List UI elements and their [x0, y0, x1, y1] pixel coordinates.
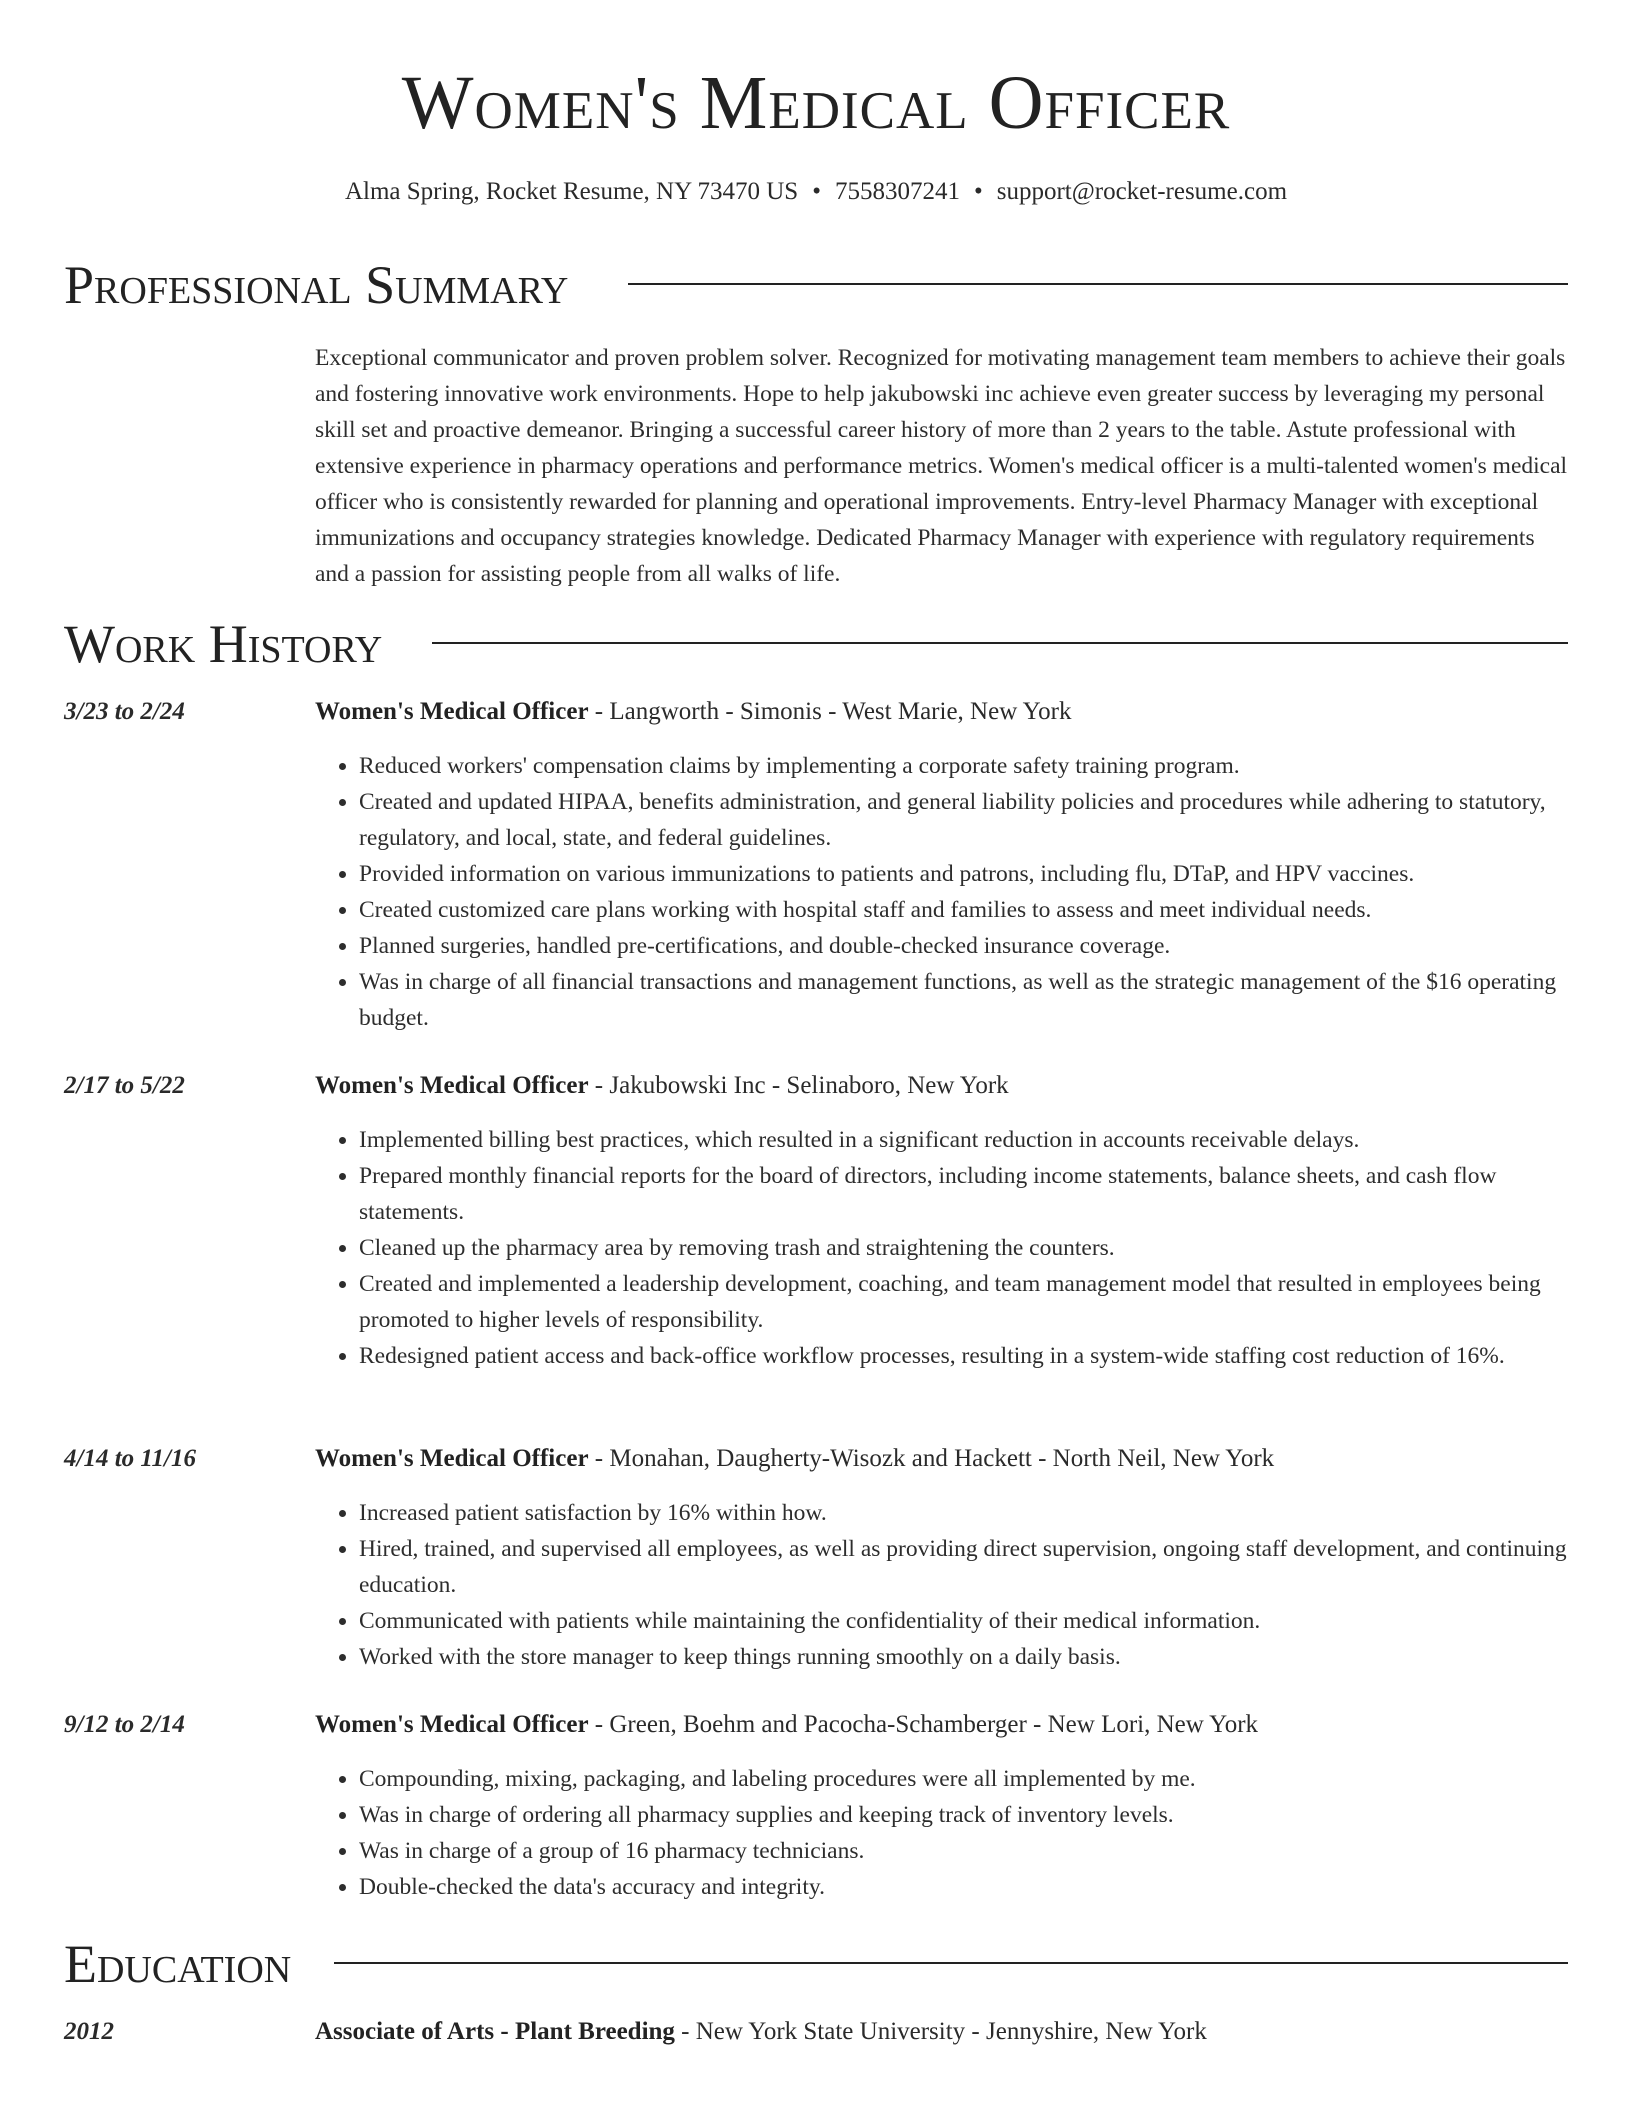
job-bullets	[315, 748, 1568, 1036]
job-dates: 9/12 to 2/14	[64, 1711, 185, 1738]
job-bullet: • Worked with the store manager to keep things running smoothly on a daily basis.	[359, 1639, 1568, 1675]
job-bullet: • Redesigned patient access and back-office workflow processes, resulting in a system-wide staffing cost reduction of 16%.	[359, 1338, 1568, 1374]
contact-separator: •	[812, 178, 821, 205]
contact-line	[0, 176, 1632, 208]
job-header	[315, 1443, 1274, 1475]
job-bullets	[315, 1761, 1568, 1905]
contact-address: Alma Spring, Rocket Resume, NY 73470 US	[344, 178, 799, 205]
section-title-summary: Professional Summary	[64, 255, 569, 315]
job-bullet: • Created and implemented a leadership development, coaching, and team management model that resulted in employees being promoted to higher levels of responsibility.	[359, 1266, 1568, 1338]
job-bullets	[315, 1122, 1568, 1374]
job-bullet: • Hired, trained, and supervised all employees, as well as providing direct supervision, ongoing staff development, and continuing education.	[359, 1531, 1568, 1603]
section-divider	[432, 642, 1568, 644]
job-bullet: • Was in charge of all financial transactions and management functions, as well as the strategic management of the $16 operating budget.	[359, 964, 1568, 1036]
section-title-education: Education	[64, 1934, 292, 1994]
contact-phone: 7558307241	[834, 178, 960, 205]
contact-separator: •	[973, 178, 983, 205]
contact-email[interactable]: support@rocket-resume.com	[996, 178, 1288, 205]
job-bullet: • Communicated with patients while maintaining the confidentiality of their medical information.	[359, 1603, 1568, 1639]
job-role: Women's Medical Officer	[315, 1711, 589, 1738]
job-header	[315, 1070, 1009, 1102]
job-bullet: • Created customized care plans working with hospital staff and families to assess and meet individual needs.	[359, 892, 1568, 928]
job-bullet: • Created and updated HIPAA, benefits administration, and general liability policies and procedures while adhering to statutory, regulatory, and local, state, and federal guidelines.	[359, 784, 1568, 856]
section-divider	[628, 283, 1568, 285]
job-dates: 2/17 to 5/22	[64, 1072, 185, 1099]
job-header	[315, 1709, 1258, 1741]
job-role: Women's Medical Officer	[315, 1072, 589, 1099]
job-dates: 3/23 to 2/24	[64, 698, 185, 725]
job-bullet: • Provided information on various immunizations to patients and patrons, including flu, DTaP, and HPV vaccines.	[359, 856, 1568, 892]
job-employer: - Monahan, Daugherty-Wisozk and Hackett - North Neil, New York	[588, 1445, 1275, 1472]
job-employer: - Jakubowski Inc - Selinaboro, New York	[588, 1072, 1009, 1099]
candidate-name: Women's Medical Officer	[401, 61, 1231, 145]
section-title-work-history: Work History	[64, 614, 383, 674]
job-bullet: • Was in charge of a group of 16 pharmacy technicians.	[359, 1833, 1568, 1869]
job-bullet: • Reduced workers' compensation claims by implementing a corporate safety training program.	[359, 748, 1568, 784]
job-employer: - Green, Boehm and Pacocha-Schamberger - New Lori, New York	[588, 1711, 1259, 1738]
education-degree: Associate of Arts - Plant Breeding	[315, 2018, 675, 2045]
education-school: - New York State University - Jennyshire, New York	[674, 2018, 1207, 2045]
job-header	[315, 696, 1071, 728]
job-bullet: • Double-checked the data's accuracy and integrity.	[359, 1869, 1568, 1905]
job-bullet: • Prepared monthly financial reports for the board of directors, including income statements, balance sheets, and cash flow statements.	[359, 1158, 1568, 1230]
job-bullet: • Was in charge of ordering all pharmacy supplies and keeping track of inventory levels.	[359, 1797, 1568, 1833]
education-year: 2012	[64, 2018, 114, 2045]
education-header	[315, 2016, 1207, 2048]
job-employer: - Langworth - Simonis - West Marie, New York	[588, 698, 1072, 725]
summary-text: Exceptional communicator and proven problem solver. Recognized for motivating management team members to achieve their goals and fostering innovative work environments. Hope to help jakubowski inc achieve even greater success by leveraging my personal skill set and proactive demeanor. Bringing a successful career history of more than 2 years to the table. Astute professional with extensive experience in pharmacy operations and performance metrics. Women's medical officer is a multi-talented women's medical officer who is consistently rewarded for planning and operational improvements. Entry-level Pharmacy Manager with exceptional immunizations and occupancy strategies knowledge. Dedicated Pharmacy Manager with experience with regulatory requirements and a passion for assisting people from all walks of life.	[315, 345, 1568, 587]
job-role: Women's Medical Officer	[315, 698, 589, 725]
job-dates: 4/14 to 11/16	[64, 1445, 196, 1472]
job-bullet: • Implemented billing best practices, which resulted in a significant reduction in accounts receivable delays.	[359, 1122, 1568, 1158]
job-bullet: • Cleaned up the pharmacy area by removing trash and straightening the counters.	[359, 1230, 1568, 1266]
job-bullets	[315, 1495, 1568, 1675]
job-bullet: • Compounding, mixing, packaging, and labeling procedures were all implemented by me.	[359, 1761, 1568, 1797]
job-role: Women's Medical Officer	[315, 1445, 589, 1472]
job-bullet: • Planned surgeries, handled pre-certifications, and double-checked insurance coverage.	[359, 928, 1568, 964]
section-divider	[334, 1962, 1568, 1964]
job-bullet: • Increased patient satisfaction by 16% within how.	[359, 1495, 1568, 1531]
